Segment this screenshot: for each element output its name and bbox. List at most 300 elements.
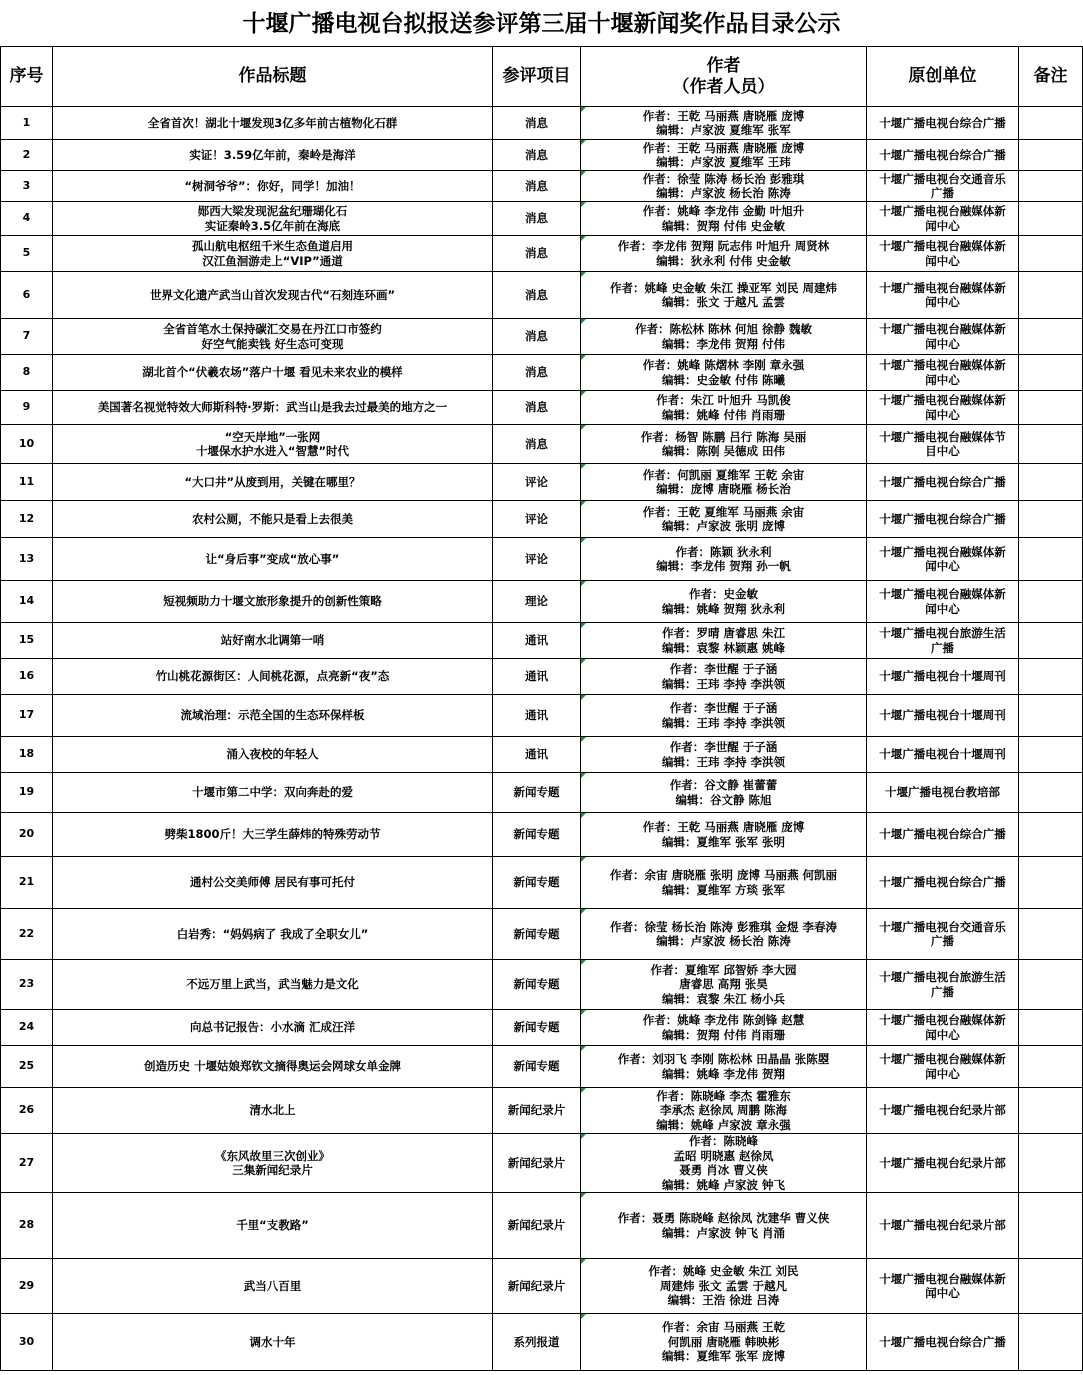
cell-remark [1019,202,1083,236]
cell-title [53,659,493,695]
cell-unit-line: 十堰广播电视台融媒体新 [879,358,1006,372]
table-row [1,1010,1083,1046]
cell-comment-marker [581,695,586,700]
cell-category: 通讯 [493,623,581,659]
cell-title [53,581,493,623]
cell-authors-line: 作者：余宙 唐晓雁 张明 庞博 马丽燕 何凯丽 [609,868,838,882]
cell-unit-line: 十堰广播电视台综合广播 [879,827,1006,842]
cell-authors-line: 编辑：卢家波 钟飞 肖涌 [661,1225,785,1240]
cell-no: 14 [1,581,53,623]
cell-title [53,1134,493,1193]
cell-unit-line: 闻中心 [925,218,960,233]
cell-unit [867,737,1019,773]
cell-title [53,695,493,737]
cell-category: 理论 [493,581,581,623]
cell-authors-line: 孟昭 明晓惠 赵徐凤 [673,1148,774,1163]
cell-authors [581,659,867,695]
cell-unit-line: 闻中心 [925,1286,960,1300]
table-row [1,538,1083,581]
table-row [1,202,1083,236]
cell-category: 新闻纪录片 [493,1259,581,1314]
cell-category: 新闻纪录片 [493,1088,581,1134]
cell-unit-line: 广播 [931,640,954,655]
cell-remark [1019,140,1083,171]
cell-unit [867,319,1019,355]
cell-authors-line: 作者：谷文静 崔蕾蕾 [669,778,778,792]
cell-authors-line: 编辑：陈刚 吴德成 田伟 [661,444,785,458]
cell-category: 新闻专题 [493,909,581,960]
cell-remark [1019,501,1083,538]
cell-title [53,813,493,857]
cell-authors-line: 编辑：贺翔 付伟 史金敏 [661,218,785,233]
cell-authors-line: 作者：姚峰 李龙伟 金勤 叶旭升 [642,204,805,218]
cell-authors [581,538,867,581]
cell-title [53,319,493,355]
table-row [1,319,1083,355]
table-row [1,623,1083,659]
cell-title [53,1193,493,1259]
cell-authors-line: 编辑：袁黎 林颖惠 姚峰 [661,640,785,655]
cell-comment-marker [581,1088,586,1093]
cell-category: 通讯 [493,659,581,695]
cell-no: 27 [1,1134,53,1193]
cell-title [53,202,493,236]
cell-remark [1019,773,1083,813]
header-title: 作品标题 [53,47,493,107]
cell-remark [1019,171,1083,202]
cell-title-line: 全省首笔水土保持碳汇交易在丹江口市签约 [163,322,382,336]
cell-authors-line: 周建炜 张文 孟雲 于越凡 [659,1278,787,1293]
header-category: 参评项目 [493,47,581,107]
cell-unit [867,236,1019,272]
cell-unit-line: 闻中心 [925,601,960,616]
cell-unit-line: 十堰广播电视台综合广播 [879,875,1006,890]
cell-unit-line: 十堰广播电视台融媒体新 [879,1271,1006,1286]
cell-authors-line: 作者：史金敏 [689,587,758,601]
cell-title [53,501,493,538]
cell-title-line: 汉江鱼洄游走上“VIP”通道 [202,253,343,268]
cell-unit-line: 十堰广播电视台综合广播 [879,115,1006,130]
cell-authors-line: 编辑：贺翔 付伟 肖雨珊 [661,1027,785,1042]
cell-authors-line: 编辑：谷文静 陈旭 [675,792,772,807]
cell-comment-marker [581,1193,586,1198]
cell-authors-line: 李承杰 赵徐凤 周鹏 陈海 [659,1103,787,1118]
cell-authors-line: 作者：余宙 马丽燕 王乾 [661,1320,785,1335]
cell-unit [867,1259,1019,1314]
cell-authors-line: 作者：王乾 马丽燕 唐晓雁 庞博 [642,108,805,123]
cell-no: 2 [1,140,53,171]
cell-authors [581,501,867,538]
cell-unit-line: 十堰广播电视台交通音乐 [879,171,1006,186]
cell-authors-line: 何凯丽 唐晓雁 韩映彬 [667,1334,780,1349]
cell-authors-line: 编辑：庞博 唐晓雁 杨长治 [656,482,791,496]
cell-title-line: 站好南水北调第一哨 [220,633,325,648]
cell-authors-line: 作者：姚峰 史金敏 朱江 刘民 [648,1264,799,1279]
cell-title [53,272,493,319]
cell-category: 通讯 [493,737,581,773]
table-row [1,659,1083,695]
cell-authors-line: 编辑：李龙伟 贺翔 付伟 [661,336,785,351]
cell-authors-line: 作者：姚峰 陈熠林 李刚 章永强 [642,358,805,372]
cell-unit-line: 闻中心 [925,407,960,422]
cell-category: 消息 [493,202,581,236]
cell-remark [1019,623,1083,659]
table-row [1,813,1083,857]
cell-unit [867,1010,1019,1046]
cell-title-line: “空天岸地”一张网 [224,429,321,444]
cell-no: 25 [1,1046,53,1088]
cell-authors-line: 编辑：卢家波 张明 庞博 [661,519,785,533]
cell-title-line: 通村公交美师傅 居民有事可托付 [189,875,355,890]
cell-category: 消息 [493,355,581,391]
cell-comment-marker [581,737,586,742]
cell-unit [867,1134,1019,1193]
cell-comment-marker [581,1314,586,1319]
table-row [1,581,1083,623]
cell-no: 18 [1,737,53,773]
cell-unit-line: 十堰广播电视台教培部 [885,785,1000,800]
cell-unit [867,909,1019,960]
table-row [1,1088,1083,1134]
cell-comment-marker [581,107,586,112]
cell-unit-line: 十堰广播电视台融媒体新 [879,393,1006,407]
cell-authors [581,107,867,140]
cell-authors-line: 编辑：王玮 李持 李洪领 [661,754,785,769]
cell-unit [867,140,1019,171]
cell-authors-line: 编辑：李龙伟 贺翔 孙一帆 [656,559,791,573]
cell-category: 评论 [493,501,581,538]
cell-authors [581,1134,867,1193]
cell-comment-marker [581,1259,586,1264]
cell-authors [581,236,867,272]
cell-unit [867,659,1019,695]
cell-authors-line: 作者：陈晓峰 李杰 霍雅东 [656,1088,791,1103]
cell-category: 新闻专题 [493,857,581,909]
header-no: 序号 [1,47,53,107]
cell-unit [867,1088,1019,1134]
cell-unit [867,773,1019,813]
cell-authors-line: 作者：陈颖 狄永利 [675,544,772,559]
cell-title-line: 全省首次！湖北十堰发现3亿多年前古植物化石群 [147,115,398,130]
cell-title [53,1088,493,1134]
cell-authors-line: 作者：李世醒 于子涵 [669,662,778,676]
cell-comment-marker [581,909,586,914]
cell-no: 9 [1,391,53,425]
cell-category: 消息 [493,319,581,355]
cell-unit [867,355,1019,391]
cell-no: 3 [1,171,53,202]
cell-remark [1019,272,1083,319]
cell-remark [1019,737,1083,773]
cell-category: 新闻专题 [493,960,581,1010]
cell-title [53,236,493,272]
cell-authors-line: 作者：姚峰 李龙伟 陈剑锋 赵慧 [642,1013,805,1027]
cell-authors-line: 作者：徐莹 陈涛 杨长治 彭雅琪 [642,171,805,186]
cell-title [53,355,493,391]
cell-unit-line: 十堰广播电视台融媒体新 [879,239,1006,253]
cell-title-line: 十堰市第二中学：双向奔赴的爱 [192,785,353,800]
cell-category: 消息 [493,425,581,464]
cell-unit-line: 十堰广播电视台交通音乐 [879,919,1006,934]
cell-authors-line: 编辑：卢家波 杨长治 陈涛 [656,186,791,200]
cell-unit-line: 十堰广播电视台综合广播 [879,511,1006,526]
cell-remark [1019,236,1083,272]
cell-authors [581,1046,867,1088]
cell-remark [1019,1010,1083,1046]
cell-unit [867,538,1019,581]
cell-unit-line: 十堰广播电视台旅游生活 [879,626,1006,640]
cell-authors-line: 编辑：姚峰 李龙伟 贺翔 [661,1066,785,1081]
cell-unit [867,425,1019,464]
cell-title-line: 美国著名视觉特效大师斯科特·罗斯：武当山是我去过最美的地方之一 [97,400,448,415]
cell-unit-line: 闻中心 [925,1027,960,1042]
cell-title-line: 孤山航电枢纽千米生态鱼道启用 [192,239,353,253]
cell-authors [581,202,867,236]
cell-no: 29 [1,1259,53,1314]
cell-unit-line: 闻中心 [925,1066,960,1081]
cell-title-line: 向总书记报告：小水滴 汇成汪洋 [189,1020,355,1035]
cell-authors [581,960,867,1010]
cell-authors [581,695,867,737]
cell-unit-line: 十堰广播电视台综合广播 [879,1334,1006,1349]
table-row [1,1314,1083,1371]
cell-title-line: 清水北上 [249,1103,296,1118]
document-title: 十堰广播电视台拟报送参评第三届十堰新闻奖作品目录公示 [242,10,841,37]
cell-authors-line: 编辑：袁黎 朱江 杨小兵 [661,991,785,1006]
cell-comment-marker [581,857,586,862]
cell-unit-line: 十堰广播电视台纪录片部 [879,1218,1006,1233]
cell-comment-marker [581,171,586,176]
cell-comment-marker [581,319,586,324]
cell-unit-line: 闻中心 [925,253,960,268]
cell-no: 21 [1,857,53,909]
cell-no: 30 [1,1314,53,1371]
cell-title [53,773,493,813]
cell-title-line: 短视频助力十堰文旅形象提升的创新性策略 [163,594,382,609]
cell-unit-line: 十堰广播电视台融媒体新 [879,544,1006,559]
cell-authors-line: 作者：王乾 马丽燕 唐晓雁 庞博 [642,820,805,834]
table-row [1,960,1083,1010]
cell-authors-line: 作者：陈松林 陈林 何旭 徐静 魏敏 [634,322,812,336]
cell-title-line: 武当八百里 [243,1278,302,1293]
cell-title [53,171,493,202]
cell-authors [581,737,867,773]
cell-no: 6 [1,272,53,319]
cell-authors-line: 编辑：史金敏 付伟 陈曦 [661,372,785,387]
table-row [1,107,1083,140]
header-author-line1: 作者 [706,55,741,76]
cell-unit-line: 闻中心 [925,559,960,573]
cell-unit [867,1314,1019,1371]
cell-category: 消息 [493,272,581,319]
cell-authors-line: 作者：徐莹 杨长治 陈涛 彭雅琪 金煜 李春涛 [609,919,838,934]
cell-authors-line: 编辑：王玮 李持 李洪领 [661,715,785,730]
cell-authors-line: 编辑：卢家波 夏维军 王玮 [656,155,791,169]
cell-title [53,1046,493,1088]
cell-comment-marker [581,813,586,818]
cell-unit-line: 广播 [931,984,954,999]
cell-unit [867,695,1019,737]
cell-comment-marker [581,960,586,965]
cell-title-line: 白岩秀：“妈妈病了 我成了全职女儿” [176,926,369,941]
cell-category: 新闻专题 [493,813,581,857]
cell-unit-line: 十堰广播电视台融媒体新 [879,204,1006,218]
cell-title-line: 郧西大梁发现泥盆纪珊瑚化石 [197,204,348,218]
cell-authors-line: 编辑：姚峰 付伟 肖雨珊 [661,407,785,422]
cell-remark [1019,960,1083,1010]
cell-title-line: 创造历史 十堰姑娘郑钦文摘得奥运会网球女单金牌 [143,1059,401,1074]
cell-category: 评论 [493,538,581,581]
cell-title [53,140,493,171]
cell-title-line: 流域治理：示范全国的生态环保样板 [180,708,365,723]
cell-title [53,538,493,581]
cell-title-line: “树洞爷爷”：你好，同学！加油！ [184,178,361,193]
cell-unit [867,623,1019,659]
table-row [1,272,1083,319]
cell-no: 4 [1,202,53,236]
cell-authors-line: 作者：杨智 陈鹏 吕行 陈海 吴丽 [640,429,807,444]
cell-comment-marker [581,355,586,360]
cell-title [53,960,493,1010]
cell-remark [1019,1134,1083,1193]
cell-authors-line: 作者：刘羽飞 李刚 陈松林 田晶晶 张陈曌 [617,1052,830,1066]
cell-unit-line: 闻中心 [925,336,960,351]
cell-authors-line: 作者：朱江 叶旭升 马凯俊 [656,393,791,407]
cell-remark [1019,659,1083,695]
cell-unit [867,813,1019,857]
cell-unit-line: 十堰广播电视台十堰周刊 [879,747,1006,762]
cell-title [53,909,493,960]
cell-authors [581,1088,867,1134]
cell-title-line: 涌入夜校的年轻人 [226,747,319,762]
cell-authors [581,909,867,960]
table-row [1,425,1083,464]
header-remark: 备注 [1019,47,1083,107]
table-row [1,140,1083,171]
cell-title [53,425,493,464]
cell-authors-line: 作者：何凯丽 夏维军 王乾 余宙 [642,467,805,482]
cell-no: 13 [1,538,53,581]
cell-remark [1019,425,1083,464]
cell-authors [581,425,867,464]
cell-comment-marker [581,1046,586,1051]
cell-authors-line: 作者：姚峰 史金敏 朱江 操亚军 刘民 周建炜 [609,280,838,295]
cell-category: 新闻专题 [493,1046,581,1088]
cell-authors-line: 编辑：王玮 李持 李洪领 [661,676,785,691]
cell-unit-line: 目中心 [925,444,960,458]
cell-comment-marker [581,659,586,664]
cell-authors-line: 作者：李龙伟 贺翔 阮志伟 叶旭升 周贤林 [617,239,830,253]
cell-unit [867,464,1019,501]
cell-unit [867,171,1019,202]
cell-authors-line: 编辑：夏维军 方琰 张军 [661,882,785,897]
cell-authors [581,1259,867,1314]
cell-unit-line: 十堰广播电视台融媒体新 [879,280,1006,295]
header-unit: 原创单位 [867,47,1019,107]
cell-remark [1019,538,1083,581]
cell-no: 19 [1,773,53,813]
cell-title-line: “大口井”从废到用，关键在哪里？ [184,474,361,489]
cell-authors-line: 作者：李世醒 于子涵 [669,740,778,754]
cell-category: 消息 [493,391,581,425]
table-row [1,1193,1083,1259]
cell-authors [581,355,867,391]
cell-authors [581,272,867,319]
table-header-row [1,47,1083,107]
table-row [1,391,1083,425]
cell-remark [1019,1193,1083,1259]
cell-comment-marker [581,202,586,207]
cell-comment-marker [581,464,586,469]
cell-unit-line: 十堰广播电视台旅游生活 [879,970,1006,984]
cell-no: 11 [1,464,53,501]
cell-category: 消息 [493,107,581,140]
cell-no: 23 [1,960,53,1010]
cell-unit-line: 十堰广播电视台综合广播 [879,147,1006,162]
table-row [1,464,1083,501]
cell-no: 16 [1,659,53,695]
cell-comment-marker [581,1010,586,1015]
cell-no: 24 [1,1010,53,1046]
cell-unit-line: 十堰广播电视台纪录片部 [879,1155,1006,1170]
table-row [1,737,1083,773]
cell-remark [1019,319,1083,355]
cell-authors [581,623,867,659]
cell-remark [1019,909,1083,960]
cell-authors-line: 作者：聂勇 陈晓峰 赵徐凤 沈建华 曹义侠 [617,1211,830,1225]
table-row [1,1259,1083,1314]
cell-title-line: 湖北首个“伏羲农场”落户十堰 看见未来农业的模样 [142,365,403,380]
cell-title-line: 三集新闻纪录片 [232,1163,313,1177]
cell-authors-line: 编辑：姚峰 卢家波 钟飞 [661,1177,785,1192]
cell-authors [581,773,867,813]
cell-category: 消息 [493,236,581,272]
cell-unit-line: 十堰广播电视台融媒体新 [879,587,1006,601]
cell-title-line: 世界文化遗产武当山首次发现古代“石刻连环画” [149,287,396,302]
cell-remark [1019,857,1083,909]
cell-title [53,1259,493,1314]
cell-unit [867,501,1019,538]
cell-unit-line: 广播 [931,934,954,948]
cell-no: 20 [1,813,53,857]
cell-remark [1019,1046,1083,1088]
cell-authors-line: 聂勇 肖冰 曹义侠 [679,1163,768,1177]
cell-category: 消息 [493,171,581,202]
cell-authors [581,1314,867,1371]
cell-no: 17 [1,695,53,737]
cell-unit-line: 十堰广播电视台十堰周刊 [879,708,1006,723]
cell-remark [1019,355,1083,391]
cell-remark [1019,581,1083,623]
cell-comment-marker [581,1134,586,1139]
cell-title [53,1010,493,1046]
cell-no: 26 [1,1088,53,1134]
cell-title [53,464,493,501]
cell-remark [1019,695,1083,737]
cell-authors [581,1193,867,1259]
cell-remark [1019,1314,1083,1371]
cell-authors-line: 编辑：卢家波 杨长治 陈涛 [656,934,791,948]
cell-authors-line: 编辑：狄永利 付伟 史金敏 [656,253,791,268]
cell-unit [867,272,1019,319]
cell-authors-line: 编辑：夏维军 张军 庞博 [661,1349,785,1364]
cell-title [53,1314,493,1371]
cell-no: 12 [1,501,53,538]
cell-no: 10 [1,425,53,464]
header-author-line2: （作者人员） [672,76,775,97]
cell-authors [581,391,867,425]
cell-title [53,737,493,773]
